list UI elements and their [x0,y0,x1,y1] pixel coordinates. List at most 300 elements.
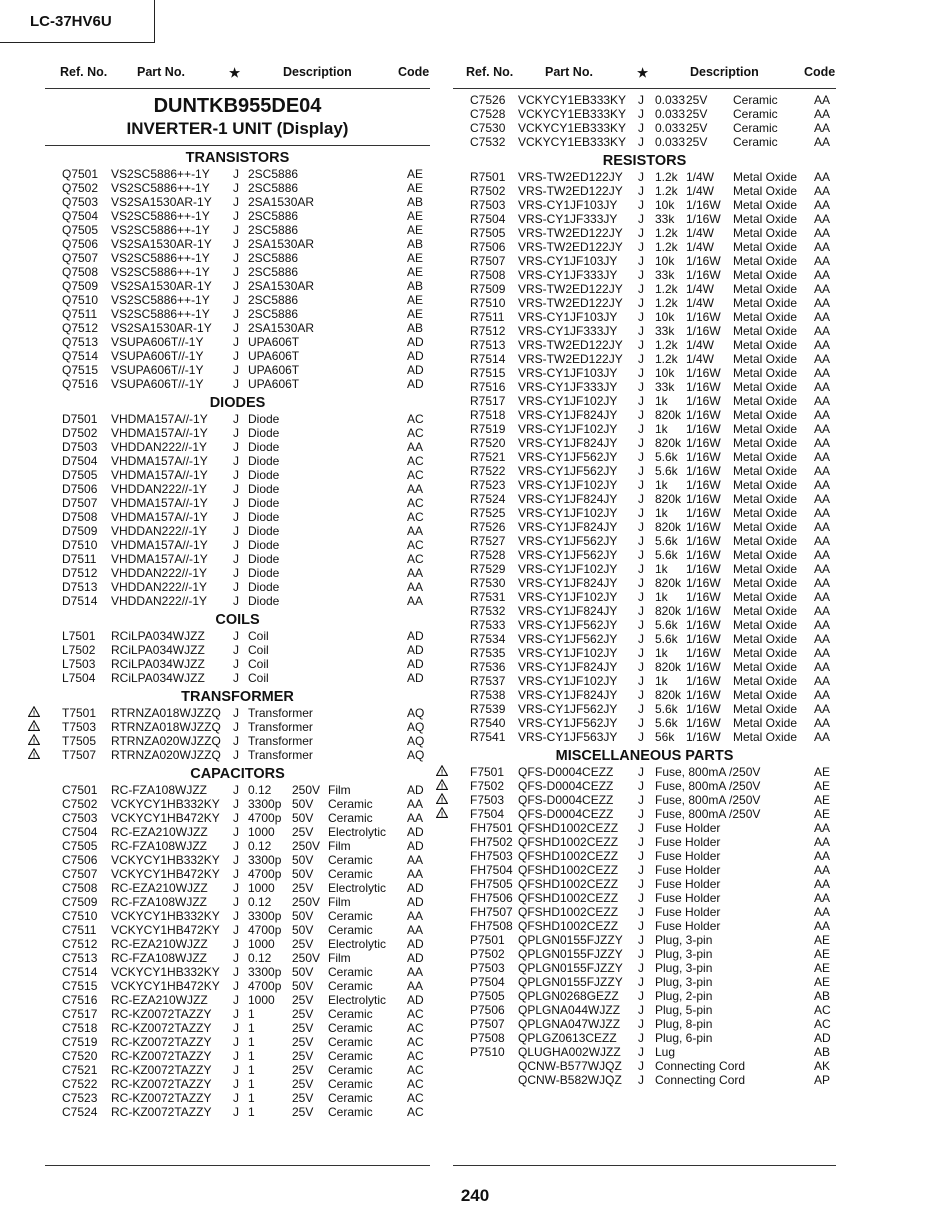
part-row [453,849,836,863]
desc-value: UPA606T [248,349,300,363]
header-desc: Description [283,65,352,79]
part-no: VHDMA157A//-1Y [111,426,208,440]
mark: J [233,657,239,671]
price-code: AC [814,1017,831,1031]
mark: J [638,1073,644,1087]
price-code: AA [407,923,424,937]
desc-type: Metal Oxide [733,506,798,520]
desc-rating: 1/16W [686,730,721,744]
part-row [45,643,430,657]
mark: J [233,783,239,797]
desc-rating: 1/4W [686,296,715,310]
desc-type: Ceramic [328,923,373,937]
desc-rating: 1/16W [686,520,721,534]
ref-no: R7533 [470,618,506,632]
part-no: RC-KZ0072TAZZY [111,1063,212,1077]
desc-value: UPA606T [248,363,300,377]
part-no: VHDDAN222//-1Y [111,566,208,580]
desc-type: Metal Oxide [733,576,798,590]
part-row [440,765,836,779]
desc-rating: 1/16W [686,660,721,674]
ref-no: Q7509 [62,279,99,293]
model-number: LC-37HV6U [30,13,112,30]
part-row [45,923,430,937]
ref-no: P7505 [470,989,505,1003]
ref-no: T7507 [62,748,97,762]
desc-rating: 25V [292,881,314,895]
page-number: 240 [460,1186,490,1205]
header-part: Part No. [137,65,185,79]
part-no: VRS-CY1JF563JY [518,730,618,744]
mark: J [233,965,239,979]
mark: J [233,839,239,853]
part-row [453,548,836,562]
desc-rating: 1/4W [686,226,715,240]
safety-warning-icon [436,793,448,804]
part-row [45,937,430,951]
mark: J [233,720,239,734]
desc-type: Metal Oxide [733,604,798,618]
part-no: RCiLPA034WJZZ [111,657,205,671]
desc-value: Plug, 3-pin [655,933,713,947]
part-no: VCKYCY1HB332KY [111,797,220,811]
desc-rating: 25V [292,1007,314,1021]
mark: J [638,268,644,282]
ref-no: R7503 [470,198,506,212]
part-no: VRS-CY1JF333JY [518,268,618,282]
price-code: AA [814,590,831,604]
part-no: VHDDAN222//-1Y [111,482,208,496]
desc-value: Diode [248,594,280,608]
price-code: AA [814,919,831,933]
desc-value: 2SC5886 [248,307,299,321]
header-desc: Description [690,65,759,79]
ref-no: C7532 [470,135,506,149]
mark: J [638,135,644,149]
price-code: AA [814,170,831,184]
desc-value: 1k [655,506,668,520]
mark: J [233,734,239,748]
price-code: AE [814,975,831,989]
header-star: ★ [637,66,649,80]
part-row [45,335,430,349]
desc-type: Metal Oxide [733,226,798,240]
desc-type: Metal Oxide [733,212,798,226]
price-code: AA [814,184,831,198]
desc-type: Metal Oxide [733,590,798,604]
svg-text:!: ! [32,710,36,717]
part-row [453,170,836,184]
mark: J [233,496,239,510]
price-code: AA [814,492,831,506]
part-no: VRS-CY1JF103JY [518,198,618,212]
mark: J [638,366,644,380]
desc-rating: 1/4W [686,240,715,254]
part-no: QPLGNA044WJZZ [518,1003,621,1017]
desc-value: Diode [248,566,280,580]
price-code: AA [814,562,831,576]
part-no: RC-FZA108WJZZ [111,839,207,853]
mark: J [638,702,644,716]
mark: J [233,251,239,265]
part-row [32,748,430,762]
part-row [45,377,430,391]
part-row [453,324,836,338]
mark: J [233,377,239,391]
part-no: VCKYCY1HB472KY [111,923,220,937]
safety-warning-icon [28,720,40,731]
price-code: AA [407,594,424,608]
mark: J [638,1017,644,1031]
ref-no: R7516 [470,380,506,394]
ref-no: R7517 [470,394,506,408]
mark: J [638,807,644,821]
part-no: RTRNZA018WJZZQ [111,706,221,720]
part-no: QFS-D0004CEZZ [518,793,614,807]
part-row [45,209,430,223]
section-heading: TRANSISTORS [185,150,290,166]
mark: J [638,793,644,807]
svg-text:!: ! [440,769,444,776]
ref-no: D7504 [62,454,98,468]
desc-value: 2SC5886 [248,167,299,181]
unit-title [45,95,430,141]
price-code: AA [814,604,831,618]
part-no: VCKYCY1HB332KY [111,909,220,923]
mark: J [233,580,239,594]
mark: J [233,811,239,825]
desc-rating: 1/16W [686,492,721,506]
desc-value: 0.033 [655,121,686,135]
desc-value: Diode [248,552,280,566]
desc-value: Diode [248,496,280,510]
desc-rating: 1/16W [686,212,721,226]
ref-no: F7503 [470,793,505,807]
section-heading: CAPACITORS [190,766,285,782]
desc-rating: 1/16W [686,632,721,646]
part-row [453,408,836,422]
ref-no: C7512 [62,937,98,951]
price-code: AP [814,1073,831,1087]
price-code: AC [407,412,424,426]
desc-value: 4700p [248,811,282,825]
desc-rating: 25V [292,937,314,951]
mark: J [638,688,644,702]
part-no: RC-KZ0072TAZZY [111,1021,212,1035]
mark: J [638,730,644,744]
part-no: VRS-CY1JF824JY [518,688,618,702]
svg-text:!: ! [440,797,444,804]
price-code: AA [814,135,831,149]
ref-no: Q7503 [62,195,99,209]
price-code: AA [814,366,831,380]
price-code: AA [814,408,831,422]
ref-no: Q7507 [62,251,99,265]
part-row [45,251,430,265]
mark: J [638,933,644,947]
ref-no: R7529 [470,562,506,576]
part-row [453,1003,836,1017]
desc-value: Plug, 6-pin [655,1031,713,1045]
ref-no: D7502 [62,426,98,440]
part-no: QFSHD1002CEZZ [518,863,619,877]
price-code: AA [814,849,831,863]
desc-value: 1.2k [655,240,678,254]
price-code: AA [814,352,831,366]
desc-type: Metal Oxide [733,520,798,534]
mark: J [233,594,239,608]
mark: J [638,632,644,646]
desc-rating: 25V [292,1049,314,1063]
part-no: QCNW-B582WJQZ [518,1073,622,1087]
price-code: AA [814,254,831,268]
price-code: AE [814,779,831,793]
desc-value: 2SA1530AR [248,195,315,209]
desc-value: 4700p [248,867,282,881]
price-code: AC [407,1105,424,1119]
part-row [45,363,430,377]
part-row [453,905,836,919]
part-row [45,349,430,363]
part-row [45,566,430,580]
part-no: RC-KZ0072TAZZY [111,1007,212,1021]
desc-rating: 250V [292,895,321,909]
desc-rating: 1/16W [686,310,721,324]
part-row [453,310,836,324]
desc-value: 1 [248,1105,255,1119]
desc-value: Transformer [248,734,313,748]
desc-value: 5.6k [655,632,678,646]
desc-value: 820k [655,660,682,674]
price-code: AD [407,993,424,1007]
part-no: VHDMA157A//-1Y [111,412,208,426]
price-code: AE [407,307,424,321]
desc-rating: 1/16W [686,646,721,660]
part-row [45,237,430,251]
desc-value: 10k [655,198,675,212]
desc-value: Fuse Holder [655,821,721,835]
desc-value: Diode [248,454,280,468]
mark: J [233,797,239,811]
ref-no: C7515 [62,979,98,993]
ref-no: D7507 [62,496,98,510]
desc-rating: 1/16W [686,450,721,464]
desc-rating: 1/16W [686,618,721,632]
desc-value: 3300p [248,853,282,867]
price-code: AC [407,1007,424,1021]
svg-text:!: ! [32,752,36,759]
mark: J [233,1105,239,1119]
svg-text:!: ! [440,783,444,790]
part-row [32,720,430,734]
price-code: AA [814,394,831,408]
price-code: AC [407,1049,424,1063]
price-code: AA [814,310,831,324]
part-row [440,779,836,793]
mark: J [233,349,239,363]
mark: J [638,618,644,632]
part-row [45,279,430,293]
part-row [45,538,430,552]
price-code: AA [814,296,831,310]
part-no: VS2SA1530AR-1Y [111,195,212,209]
mark: J [233,825,239,839]
desc-value: Fuse, 800mA /250V [655,765,761,779]
part-no: VHDDAN222//-1Y [111,594,208,608]
mark: J [638,478,644,492]
desc-type: Ceramic [328,1077,373,1091]
desc-type: Film [328,839,351,853]
desc-value: 1k [655,674,668,688]
ref-no: C7521 [62,1063,98,1077]
part-row [45,426,430,440]
desc-value: Diode [248,524,280,538]
part-no: QFSHD1002CEZZ [518,877,619,891]
price-code: AE [407,167,424,181]
mark: J [233,195,239,209]
desc-value: 1 [248,1091,255,1105]
desc-value: 3300p [248,797,282,811]
mark: J [638,240,644,254]
desc-rating: 1/16W [686,716,721,730]
part-no: QPLGN0155FJZZY [518,933,623,947]
price-code: AB [407,279,424,293]
price-code: AA [814,905,831,919]
part-no: VSUPA606T//-1Y [111,335,204,349]
desc-rating: 25V [292,1105,314,1119]
ref-no: R7522 [470,464,506,478]
desc-value: 1000 [248,993,275,1007]
desc-value: Plug, 8-pin [655,1017,713,1031]
desc-value: 10k [655,366,675,380]
ref-no: R7535 [470,646,506,660]
mark: J [638,464,644,478]
part-row [453,450,836,464]
ref-no: R7513 [470,338,506,352]
part-no: VRS-CY1JF333JY [518,380,618,394]
ref-no: R7526 [470,520,506,534]
desc-rating: 1/4W [686,352,715,366]
desc-type: Film [328,895,351,909]
desc-value: 0.12 [248,951,272,965]
ref-no: C7514 [62,965,98,979]
mark: J [233,881,239,895]
ref-no: C7503 [62,811,98,825]
price-code: AA [407,853,424,867]
ref-no: D7510 [62,538,98,552]
price-code: AC [407,426,424,440]
price-code: AA [814,646,831,660]
part-no: VRS-TW2ED122JY [518,296,623,310]
desc-type: Ceramic [328,1105,373,1119]
part-no: QFSHD1002CEZZ [518,891,619,905]
desc-rating: 1/16W [686,366,721,380]
ref-no: R7507 [470,254,506,268]
desc-type: Ceramic [733,93,778,107]
desc-type: Metal Oxide [733,534,798,548]
ref-no: R7508 [470,268,506,282]
part-no: QFSHD1002CEZZ [518,849,619,863]
part-no: VHDMA157A//-1Y [111,468,208,482]
part-no: QFSHD1002CEZZ [518,905,619,919]
part-row [32,734,430,748]
desc-rating: 25V [292,1063,314,1077]
ref-no: R7514 [470,352,506,366]
part-no: VCKYCY1EB333KY [518,121,627,135]
ref-no: R7506 [470,240,506,254]
part-no: VCKYCY1EB333KY [518,107,627,121]
svg-text:!: ! [32,724,36,731]
desc-value: Diode [248,580,280,594]
section-heading: DIODES [209,395,266,411]
part-no: VHDMA157A//-1Y [111,496,208,510]
desc-value: 33k [655,212,675,226]
part-no: VHDMA157A//-1Y [111,552,208,566]
part-no: VRS-CY1JF333JY [518,212,618,226]
desc-type: Film [328,783,351,797]
ref-no: Q7511 [62,307,98,321]
part-no: VSUPA606T//-1Y [111,363,204,377]
part-row [453,961,836,975]
desc-rating: 50V [292,965,314,979]
header-code: Code [804,65,836,79]
price-code: AQ [407,720,425,734]
ref-no: C7524 [62,1105,98,1119]
desc-value: Diode [248,468,280,482]
mark: J [233,223,239,237]
part-row [45,867,430,881]
part-row [453,212,836,226]
price-code: AA [814,835,831,849]
price-code: AA [814,338,831,352]
desc-rating: 1/16W [686,394,721,408]
desc-type: Metal Oxide [733,716,798,730]
part-no: VHDDAN222//-1Y [111,580,208,594]
desc-value: 3300p [248,965,282,979]
mark: J [233,482,239,496]
ref-no: Q7505 [62,223,99,237]
price-code: AD [407,363,424,377]
part-row [453,506,836,520]
part-no: QPLGN0155FJZZY [518,961,623,975]
mark: J [638,534,644,548]
mark: J [233,1077,239,1091]
part-row [45,839,430,853]
part-no: VHDMA157A//-1Y [111,538,208,552]
mark: J [638,765,644,779]
desc-value: 10k [655,254,675,268]
part-row [453,198,836,212]
ref-no: Q7508 [62,265,99,279]
desc-type: Metal Oxide [733,170,798,184]
ref-no: Q7515 [62,363,99,377]
part-no: VS2SA1530AR-1Y [111,279,212,293]
mark: J [233,566,239,580]
left-parts-list [32,150,430,1119]
desc-type: Ceramic [328,979,373,993]
ref-no: R7505 [470,226,506,240]
price-code: AE [407,223,424,237]
desc-value: 820k [655,604,682,618]
ref-no: C7520 [62,1049,98,1063]
desc-type: Metal Oxide [733,380,798,394]
mark: J [638,107,644,121]
mark: J [638,296,644,310]
part-row [453,254,836,268]
mark: J [638,604,644,618]
ref-no: C7502 [62,797,98,811]
ref-no: FH7505 [470,877,513,891]
